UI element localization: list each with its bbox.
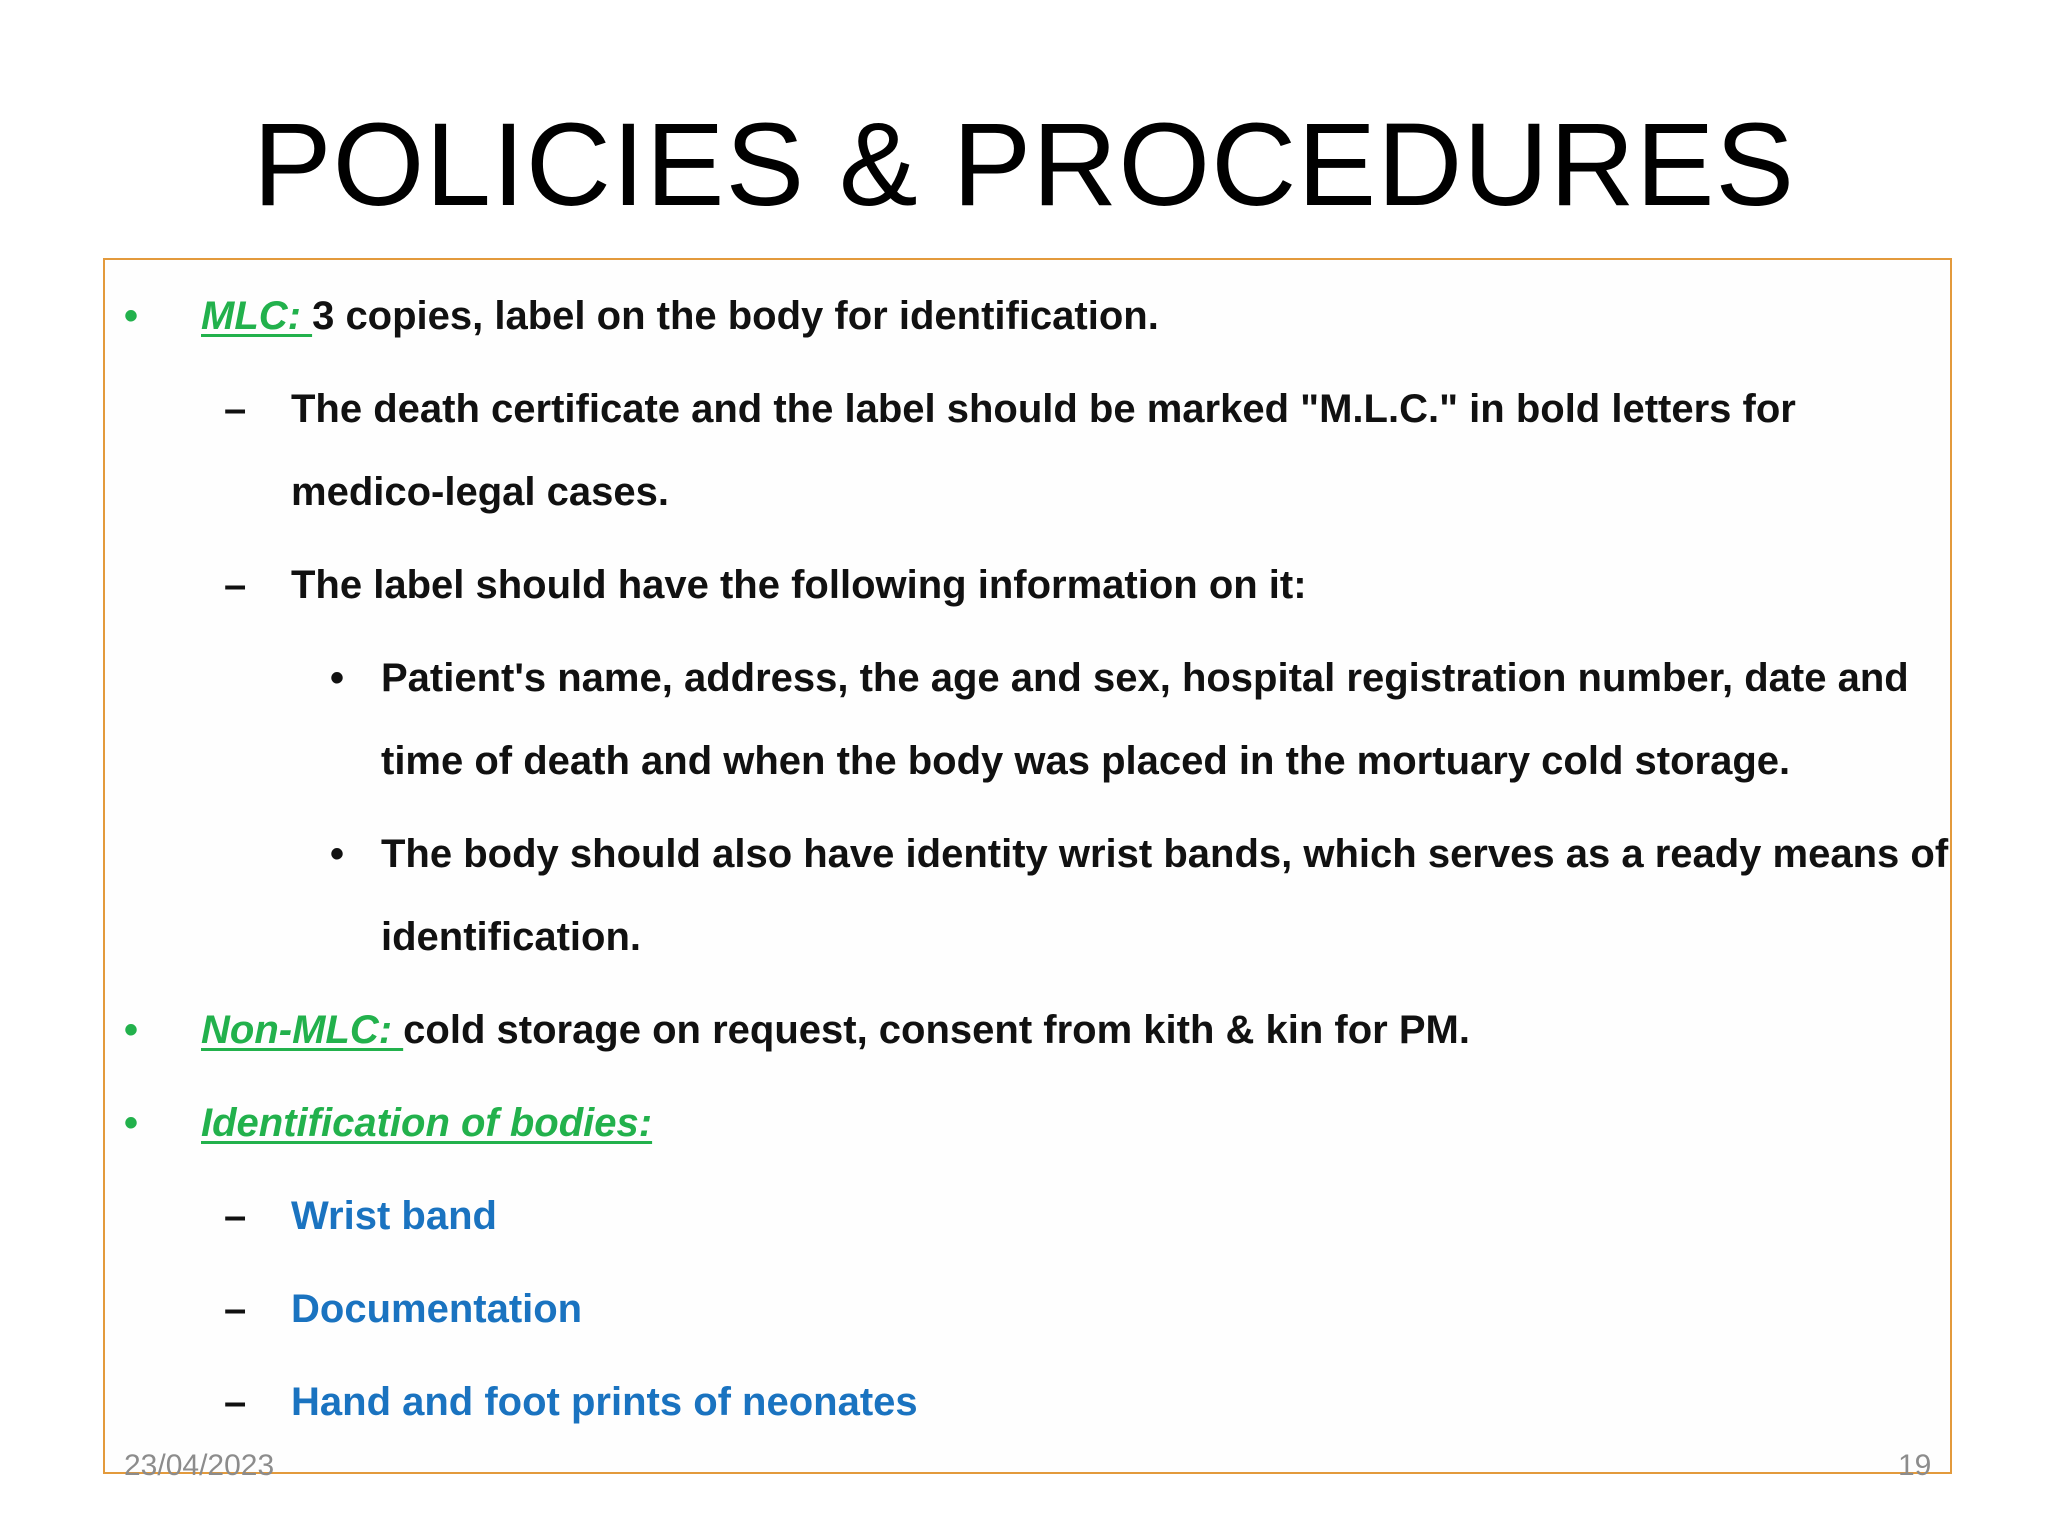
dash-marker: – xyxy=(224,1287,247,1331)
mlc-text: 3 copies, label on the body for identification. xyxy=(312,294,1159,338)
mlc-bullet xyxy=(201,292,1159,340)
mlc-sub2: The label should have the following information on it: xyxy=(291,563,1307,607)
mlc-sub2-item1-line2: time of death and when the body was placed in the mortuary cold storage. xyxy=(381,739,1791,783)
mlc-sub2-item2-line2: identification. xyxy=(381,915,641,959)
bullet-marker: • xyxy=(124,1008,139,1052)
mlc-sub2-item2-line1: The body should also have identity wrist bands, which serves as a ready means of xyxy=(381,832,1949,876)
mlc-sub2-item1-line1: Patient's name, address, the age and sex, hospital registration number, date and xyxy=(381,656,1909,700)
bullet-marker: • xyxy=(330,832,345,876)
nonmlc-bullet xyxy=(201,1006,1470,1054)
dash-marker: – xyxy=(224,387,247,431)
dash-marker: – xyxy=(224,1194,247,1238)
identification-item: Hand and foot prints of neonates xyxy=(291,1380,918,1424)
identification-item: Documentation xyxy=(291,1287,583,1331)
nonmlc-text: cold storage on request, consent from kith & kin for PM. xyxy=(403,1008,1470,1052)
bullet-marker: • xyxy=(124,1101,139,1145)
identification-label: Identification of bodies: xyxy=(201,1101,653,1145)
dash-marker: – xyxy=(224,1380,247,1424)
bullet-marker: • xyxy=(124,294,139,338)
nonmlc-label: Non-MLC: xyxy=(201,1008,404,1052)
mlc-sub1-line1: The death certificate and the label should be marked "M.L.C." in bold letters for xyxy=(291,387,1796,431)
footer-page-number: 19 xyxy=(1898,1449,1932,1482)
identification-bullet xyxy=(201,1099,652,1147)
identification-item: Wrist band xyxy=(291,1194,497,1238)
dash-marker: – xyxy=(224,563,247,607)
mlc-sub1-line2: medico-legal cases. xyxy=(291,470,669,514)
footer-date: 23/04/2023 xyxy=(124,1449,275,1482)
slide-title: POLICIES & PROCEDURES xyxy=(252,99,1796,231)
mlc-label: MLC: xyxy=(201,294,313,338)
bullet-marker: • xyxy=(330,656,345,700)
